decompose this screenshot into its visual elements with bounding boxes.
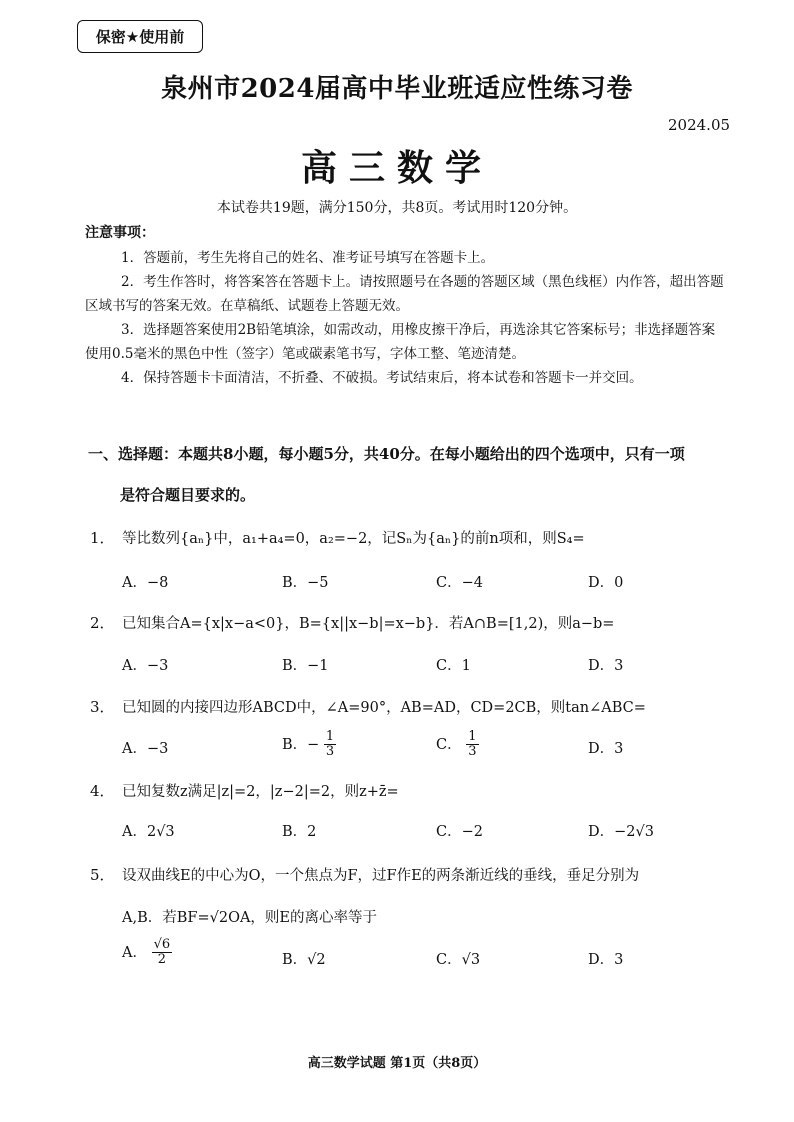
option-b-label: B．− [282, 736, 320, 753]
denominator: 2 [157, 952, 167, 968]
option-a: A．−3 [122, 741, 169, 757]
fraction [324, 730, 336, 760]
option-d: D．3 [588, 952, 624, 968]
numerator: √6 [153, 937, 171, 952]
question-text-cont: A,B．若BF=√2OA，则E的离心率等于 [122, 910, 378, 926]
option-a [122, 938, 172, 968]
question-text: 已知复数z满足|z|=2，|z−2|=2，则z+z̄= [122, 784, 399, 800]
numerator: 1 [468, 729, 477, 744]
option-b: B．−5 [282, 575, 329, 591]
question-text: 等比数列{aₙ}中，a₁+a₄=0，a₂=−2，记Sₙ为{aₙ}的前n项和，则S₄= [122, 531, 585, 547]
fraction [466, 730, 478, 760]
question-number: 2． [90, 614, 115, 632]
denominator: 3 [468, 744, 477, 760]
notes-heading: 注意事项： [85, 225, 155, 241]
confidential-stamp: 保密★使用前 [77, 20, 203, 53]
option-b [282, 730, 336, 760]
exam-title: 泉州市2024届高中毕业班适应性练习卷 [161, 74, 633, 104]
option-b: B．2 [282, 824, 317, 840]
note-item: 3．选择题答案使用2B铅笔填涂，如需改动，用橡皮擦干净后，再选涂其它答案标号；非选择题答案使用0.5毫米的黑色中性（签字）笔或碳素笔书写，字体工整、笔迹清楚。 [85, 322, 716, 362]
subject-title: 高三数学 [300, 147, 493, 189]
section-heading-cont: 是符合题目要求的。 [120, 486, 256, 504]
option-c-label: C． [436, 736, 462, 753]
exam-date: 2024.05 [668, 116, 731, 134]
exam-info: 本试卷共19题，满分150分，共8页。考试用时120分钟。 [216, 200, 578, 216]
note-item: 1．答题前，考生先将自己的姓名、准考证号填写在答题卡上。 [121, 250, 495, 266]
option-c: C．1 [436, 658, 471, 674]
option-a-label: A． [122, 944, 147, 961]
option-d: D．3 [588, 741, 624, 757]
question-number: 3． [90, 698, 115, 716]
option-b: B．√2 [282, 952, 326, 968]
option-d: D．−2√3 [588, 824, 654, 840]
question-number: 4． [90, 782, 115, 800]
question-number: 5． [90, 866, 115, 884]
option-c: C．−2 [436, 824, 483, 840]
page-footer: 高三数学试题 第1页（共8页） [307, 1056, 487, 1071]
option-d: D．3 [588, 658, 624, 674]
option-a: A．2√3 [122, 824, 175, 840]
option-b: B．−1 [282, 658, 329, 674]
option-a: A．−8 [122, 575, 169, 591]
option-c: C．−4 [436, 575, 483, 591]
option-c [436, 730, 479, 760]
option-c: C．√3 [436, 952, 481, 968]
question-text: 已知集合A={x|x−a<0}，B={x||x−b|=x−b}．若A∩B=[1,2)，则a−b= [122, 616, 615, 632]
question-number: 1． [90, 529, 115, 547]
denominator: 3 [325, 744, 335, 760]
question-text: 已知圆的内接四边形ABCD中，∠A=90°，AB=AD，CD=2CB，则tan∠ABC= [122, 700, 646, 716]
fraction [152, 938, 173, 968]
option-d: D．0 [588, 575, 624, 591]
section-heading: 一、选择题：本题共8小题，每小题5分，共40分。在每小题给出的四个选项中，只有一项 [88, 445, 685, 463]
option-a: A．−3 [122, 658, 169, 674]
note-item: 4．保持答题卡卡面清洁，不折叠、不破损。考试结束后，将本试卷和答题卡一并交回。 [121, 370, 643, 386]
note-item: 2．考生作答时，将答案答在答题卡上。请按照题号在各题的答题区域（黑色线框）内作答，超出答题区域书写的答案无效。在草稿纸、试题卷上答题无效。 [85, 274, 724, 314]
numerator: 1 [325, 729, 335, 744]
question-text: 设双曲线E的中心为O，一个焦点为F，过F作E的两条渐近线的垂线，垂足分别为 [122, 868, 640, 884]
